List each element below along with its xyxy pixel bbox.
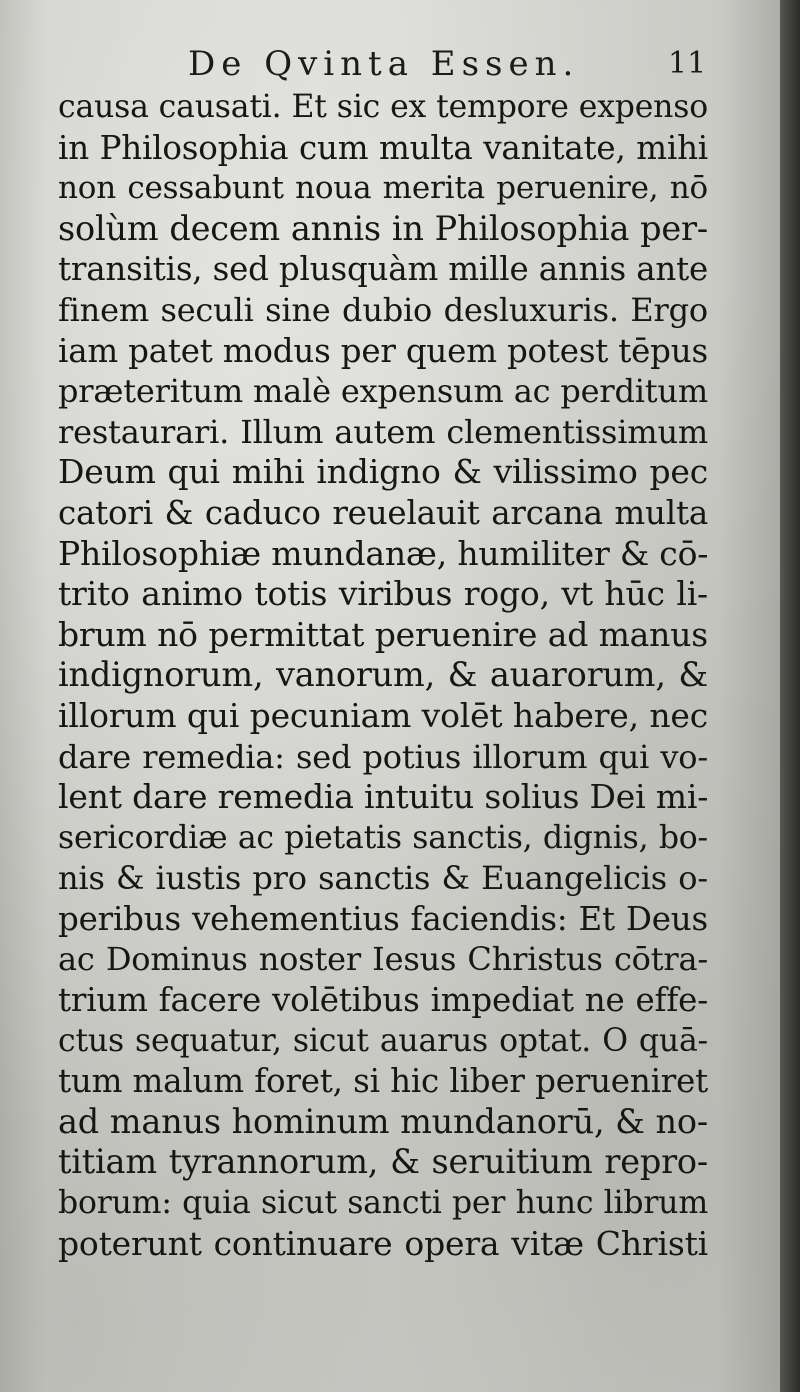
page-number: 11 [668,46,707,81]
text-line: præteritum malè expensum ac perditum [58,372,708,411]
text-line: ac Dominus noster Iesus Christus cōtra- [58,940,708,979]
text-line: ad manus hominum mundanorū, & no- [58,1101,708,1141]
text-line: lent dare remedia intuitu solius Dei mi- [58,777,709,817]
text-line: trito animo totis viribus rogo, vt hūc li- [58,574,708,614]
running-head [0,44,780,92]
text-line: non cessabunt noua merita peruenire, nō [58,170,708,207]
text-line: indignorum, vanorum, & auarorum, & [58,655,708,695]
text-line: dare remedia: sed potius illorum qui vo- [58,737,708,776]
text-line: tum malum foret, si hic liber perueniret [58,1062,708,1101]
text-line: solùm decem annis in Philosophia per- [58,208,708,248]
text-line: in Philosophia cum multa vanitate, mihi [58,128,708,167]
text-line: Deum qui mihi indigno & vilissimo pec [58,452,708,492]
text-line: nis & iustis pro sanctis & Euangelicis o- [58,859,708,898]
text-line: peribus vehementius faciendis: Et Deus [58,899,708,938]
text-line: ctus sequatur, sicut auarus optat. O quā- [58,1022,708,1059]
text-line: catori & caduco reuelauit arcana multa [58,493,708,532]
text-line: titiam tyrannorum, & seruitium repro- [58,1142,708,1182]
page-edge-shadow [780,0,800,1392]
text-line: Philosophiæ mundanæ, humiliter & cō- [58,533,709,573]
body-text [58,87,708,1264]
text-line: transitis, sed plusquàm mille annis ante [58,250,708,289]
text-line: borum: quia sicut sancti per hunc librum [58,1185,708,1222]
text-line: brum nō permittat peruenire ad manus [58,614,708,654]
text-line: finem seculi sine dubio desluxuris. Ergo [58,290,708,329]
text-line: sericordiæ ac pietatis sanctis, dignis, bo- [58,819,708,856]
text-line: iam patet modus per quem potest tēpus [58,331,708,370]
text-line: restaurari. Illum autem clementissimum [58,412,708,451]
text-line: poterunt continuare opera vitæ Christi [58,1223,708,1263]
text-line: causa causati. Et sic ex tempore expenso [58,89,708,125]
text-line: illorum qui pecuniam volēt habere, nec [58,695,708,735]
running-head-title: De Qvinta Essen. [188,44,580,84]
text-line: trium facere volētibus impediat ne effe- [58,981,708,1020]
